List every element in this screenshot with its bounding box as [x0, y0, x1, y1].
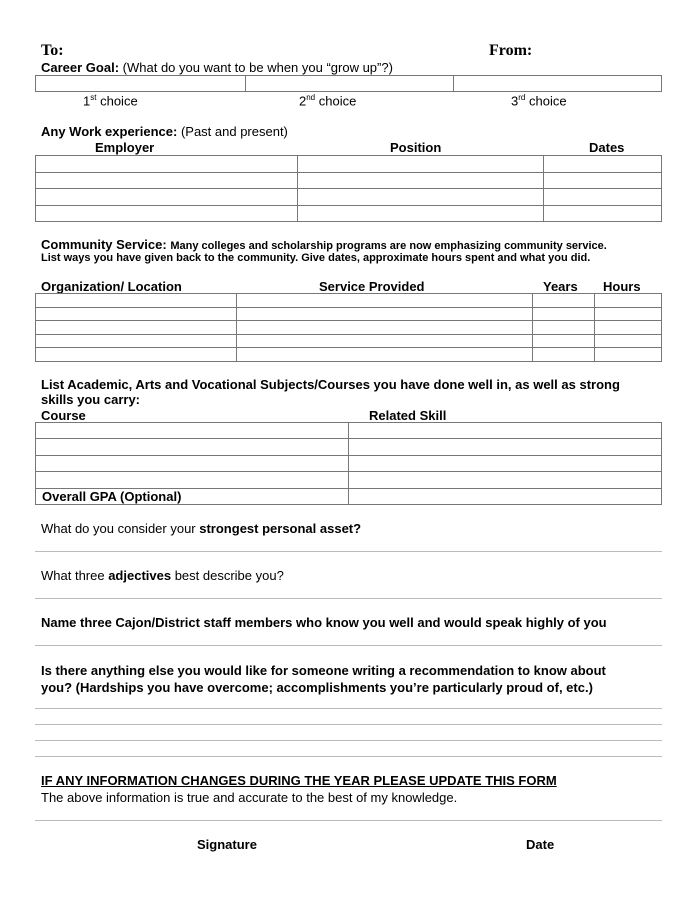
- date-label: Date: [526, 837, 555, 852]
- answer-line[interactable]: [35, 740, 662, 741]
- community-instructions: List ways you have given back to the community. Give dates, approximate hours spent and what you did.: [41, 252, 591, 264]
- years-header: Years: [543, 279, 578, 294]
- accuracy-statement: The above information is true and accurate to the best of my knowledge.: [41, 790, 458, 805]
- years-cell[interactable]: [533, 334, 595, 348]
- table-row: [36, 472, 662, 488]
- table-row: [36, 172, 662, 189]
- hours-cell[interactable]: [595, 348, 662, 362]
- answer-line[interactable]: [35, 645, 662, 646]
- table-row: [36, 488, 662, 504]
- hours-cell[interactable]: [595, 334, 662, 348]
- position-cell[interactable]: [298, 205, 544, 222]
- work-heading: Any Work experience: (Past and present): [41, 124, 288, 139]
- question-adjectives: What three adjectives best describe you?: [41, 568, 284, 583]
- table-row: [36, 307, 662, 321]
- table-row: [36, 455, 662, 471]
- first-choice-field[interactable]: [36, 76, 246, 92]
- service-header: Service Provided: [319, 279, 425, 294]
- gpa-label: Overall GPA (Optional): [36, 488, 349, 504]
- course-cell[interactable]: [36, 423, 349, 439]
- position-header: Position: [390, 140, 442, 155]
- career-goal-heading: [41, 60, 393, 75]
- third-choice-field[interactable]: [454, 76, 662, 92]
- organization-cell[interactable]: [36, 307, 237, 321]
- position-cell[interactable]: [298, 156, 544, 173]
- update-notice: IF ANY INFORMATION CHANGES DURING THE YEAR PLEASE UPDATE THIS FORM: [41, 773, 557, 788]
- table-row: [36, 334, 662, 348]
- course-cell[interactable]: [36, 455, 349, 471]
- answer-line[interactable]: [35, 598, 662, 599]
- answer-line[interactable]: [35, 724, 662, 725]
- career-goal-table: [35, 75, 662, 92]
- question-anything-else-cont: you? (Hardships you have overcome; accomplishments you’re particularly proud of, etc.): [41, 680, 593, 695]
- organization-cell[interactable]: [36, 348, 237, 362]
- course-header: Course: [41, 408, 86, 423]
- second-choice-field[interactable]: [246, 76, 454, 92]
- organization-cell[interactable]: [36, 334, 237, 348]
- signature-line[interactable]: [35, 820, 662, 821]
- career-goal-label: Career Goal:: [41, 60, 120, 75]
- answer-line[interactable]: [35, 756, 662, 757]
- dates-cell[interactable]: [544, 205, 662, 222]
- to-label: To:: [41, 42, 64, 59]
- table-row: [36, 205, 662, 222]
- skill-cell[interactable]: [349, 455, 662, 471]
- hours-cell[interactable]: [595, 307, 662, 321]
- employer-cell[interactable]: [36, 205, 298, 222]
- service-cell[interactable]: [237, 334, 533, 348]
- years-cell[interactable]: [533, 307, 595, 321]
- academic-table: [35, 422, 662, 505]
- from-label: From:: [489, 42, 533, 59]
- community-heading: Community Service: Many colleges and scholarship programs are now emphasizing community service.: [41, 237, 607, 252]
- question-staff-members: Name three Cajon/District staff members who know you well and would speak highly of you: [41, 615, 607, 630]
- table-row: [36, 348, 662, 362]
- hours-header: Hours: [603, 279, 641, 294]
- skill-cell[interactable]: [349, 439, 662, 455]
- course-cell[interactable]: [36, 472, 349, 488]
- work-table: [35, 155, 662, 222]
- years-cell[interactable]: [533, 348, 595, 362]
- years-cell[interactable]: [533, 321, 595, 335]
- organization-cell[interactable]: [36, 321, 237, 335]
- hours-cell[interactable]: [595, 321, 662, 335]
- employer-cell[interactable]: [36, 172, 298, 189]
- table-row: [36, 423, 662, 439]
- hours-cell[interactable]: [595, 294, 662, 308]
- organization-cell[interactable]: [36, 294, 237, 308]
- skill-cell[interactable]: [349, 423, 662, 439]
- organization-header: Organization/ Location: [41, 279, 182, 294]
- answer-line[interactable]: [35, 708, 662, 709]
- table-row: [36, 439, 662, 455]
- signature-label: Signature: [197, 837, 257, 852]
- table-row: [36, 156, 662, 173]
- second-choice-label: 2nd choice: [299, 93, 357, 109]
- years-cell[interactable]: [533, 294, 595, 308]
- dates-cell[interactable]: [544, 156, 662, 173]
- employer-header: Employer: [95, 140, 155, 155]
- academic-heading: List Academic, Arts and Vocational Subjects/Courses you have done well in, as well as strong: [41, 377, 620, 392]
- course-cell[interactable]: [36, 439, 349, 455]
- employer-cell[interactable]: [36, 189, 298, 206]
- position-cell[interactable]: [298, 189, 544, 206]
- gpa-field[interactable]: [349, 488, 662, 504]
- dates-cell[interactable]: [544, 189, 662, 206]
- related-skill-header: Related Skill: [369, 408, 447, 423]
- third-choice-label: 3rd choice: [511, 93, 567, 109]
- service-cell[interactable]: [237, 321, 533, 335]
- question-strongest-asset: What do you consider your strongest personal asset?: [41, 521, 362, 536]
- answer-line[interactable]: [35, 551, 662, 552]
- service-cell[interactable]: [237, 348, 533, 362]
- service-cell[interactable]: [237, 294, 533, 308]
- skill-cell[interactable]: [349, 472, 662, 488]
- career-goal-hint: (What do you want to be when you “grow up”?): [122, 60, 393, 75]
- question-anything-else: Is there anything else you would like for someone writing a recommendation to know about: [41, 663, 606, 678]
- position-cell[interactable]: [298, 172, 544, 189]
- first-choice-label: 1st choice: [83, 93, 138, 109]
- table-row: [36, 294, 662, 308]
- employer-cell[interactable]: [36, 156, 298, 173]
- table-row: [36, 321, 662, 335]
- table-row: [36, 189, 662, 206]
- academic-heading-cont: skills you carry:: [41, 392, 140, 407]
- community-table: [35, 293, 662, 362]
- dates-header: Dates: [589, 140, 625, 155]
- service-cell[interactable]: [237, 307, 533, 321]
- dates-cell[interactable]: [544, 172, 662, 189]
